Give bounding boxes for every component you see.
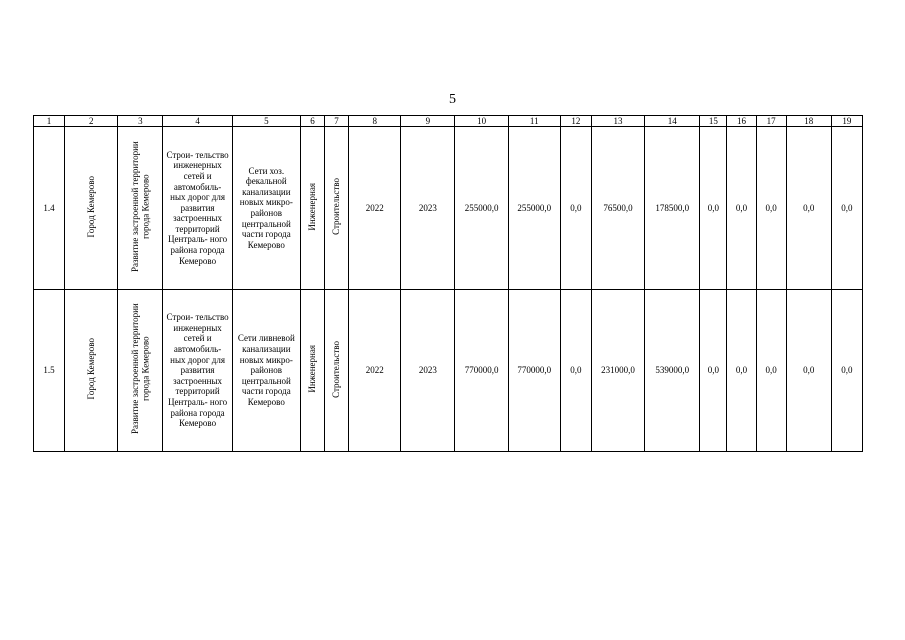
table-row xyxy=(34,290,863,452)
column-header: 19 xyxy=(831,116,862,127)
event-text: Строи- тельство инженерных сетей и автомобиль- ных дорог для развития застроенных территорий Централь- ного района города Кемерово xyxy=(166,312,229,429)
column-header: 6 xyxy=(300,116,324,127)
work-text: Строительство xyxy=(331,178,342,236)
column-header: 10 xyxy=(455,116,508,127)
value-cell: 76500,0 xyxy=(591,127,644,290)
event-cell xyxy=(163,127,232,290)
infra-cell xyxy=(300,127,324,290)
column-header: 17 xyxy=(756,116,786,127)
object-text: Сети хоз. фекальной канализации новых микро- районов центральной части города Кемерово xyxy=(239,165,293,250)
event-cell xyxy=(163,290,232,452)
value-cell: 0,0 xyxy=(756,127,786,290)
column-header: 7 xyxy=(325,116,349,127)
column-header: 9 xyxy=(401,116,455,127)
work-cell xyxy=(325,127,349,290)
start-year: 2022 xyxy=(349,290,401,452)
value-cell: 255000,0 xyxy=(508,127,560,290)
city-text: Город Кемерово xyxy=(85,175,96,238)
city-cell xyxy=(65,290,118,452)
row-number: 1.5 xyxy=(34,290,65,452)
end-year: 2023 xyxy=(401,290,455,452)
value-cell: 0,0 xyxy=(786,290,831,452)
program-text: Развитие застроенной территории города Кемерово xyxy=(129,303,151,435)
column-header: 16 xyxy=(727,116,756,127)
infra-text: Инженерная xyxy=(307,345,318,394)
column-header: 18 xyxy=(786,116,831,127)
value-cell: 0,0 xyxy=(831,127,862,290)
column-header: 1 xyxy=(34,116,65,127)
value-cell: 0,0 xyxy=(727,290,756,452)
end-year: 2023 xyxy=(401,127,455,290)
column-header: 4 xyxy=(163,116,232,127)
object-cell xyxy=(232,127,300,290)
value-cell: 770000,0 xyxy=(455,290,508,452)
event-text: Строи- тельство инженерных сетей и автомобиль- ных дорог для развития застроенных территорий Централь- ного района города Кемерово xyxy=(166,149,229,266)
column-header: 15 xyxy=(700,116,727,127)
column-header: 12 xyxy=(560,116,591,127)
object-text: Сети ливневой канализации новых микро- районов центральной части города Кемерово xyxy=(237,333,295,407)
column-header: 2 xyxy=(65,116,118,127)
program-cell xyxy=(118,290,163,452)
value-cell: 231000,0 xyxy=(591,290,644,452)
object-cell xyxy=(232,290,300,452)
column-header: 5 xyxy=(232,116,300,127)
value-cell: 539000,0 xyxy=(645,290,700,452)
value-cell: 0,0 xyxy=(700,127,727,290)
value-cell: 255000,0 xyxy=(455,127,508,290)
program-cell xyxy=(118,127,163,290)
value-cell: 0,0 xyxy=(700,290,727,452)
infra-text: Инженерная xyxy=(307,182,318,231)
value-cell: 0,0 xyxy=(560,290,591,452)
column-header: 13 xyxy=(591,116,644,127)
column-header: 14 xyxy=(645,116,700,127)
work-text: Строительство xyxy=(331,340,342,398)
work-cell xyxy=(325,290,349,452)
infra-cell xyxy=(300,290,324,452)
value-cell: 0,0 xyxy=(786,127,831,290)
value-cell: 0,0 xyxy=(727,127,756,290)
header-row xyxy=(34,116,863,127)
city-cell xyxy=(65,127,118,290)
page-number: 5 xyxy=(449,92,456,107)
column-header: 11 xyxy=(508,116,560,127)
column-header: 8 xyxy=(349,116,401,127)
data-table xyxy=(33,115,863,452)
value-cell: 0,0 xyxy=(756,290,786,452)
value-cell: 0,0 xyxy=(831,290,862,452)
value-cell: 770000,0 xyxy=(508,290,560,452)
table-row xyxy=(34,127,863,290)
column-header: 3 xyxy=(118,116,163,127)
row-number: 1.4 xyxy=(34,127,65,290)
value-cell: 0,0 xyxy=(560,127,591,290)
start-year: 2022 xyxy=(349,127,401,290)
value-cell: 178500,0 xyxy=(645,127,700,290)
program-text: Развитие застроенной территории города Кемерово xyxy=(129,141,151,273)
city-text: Город Кемерово xyxy=(85,338,96,400)
